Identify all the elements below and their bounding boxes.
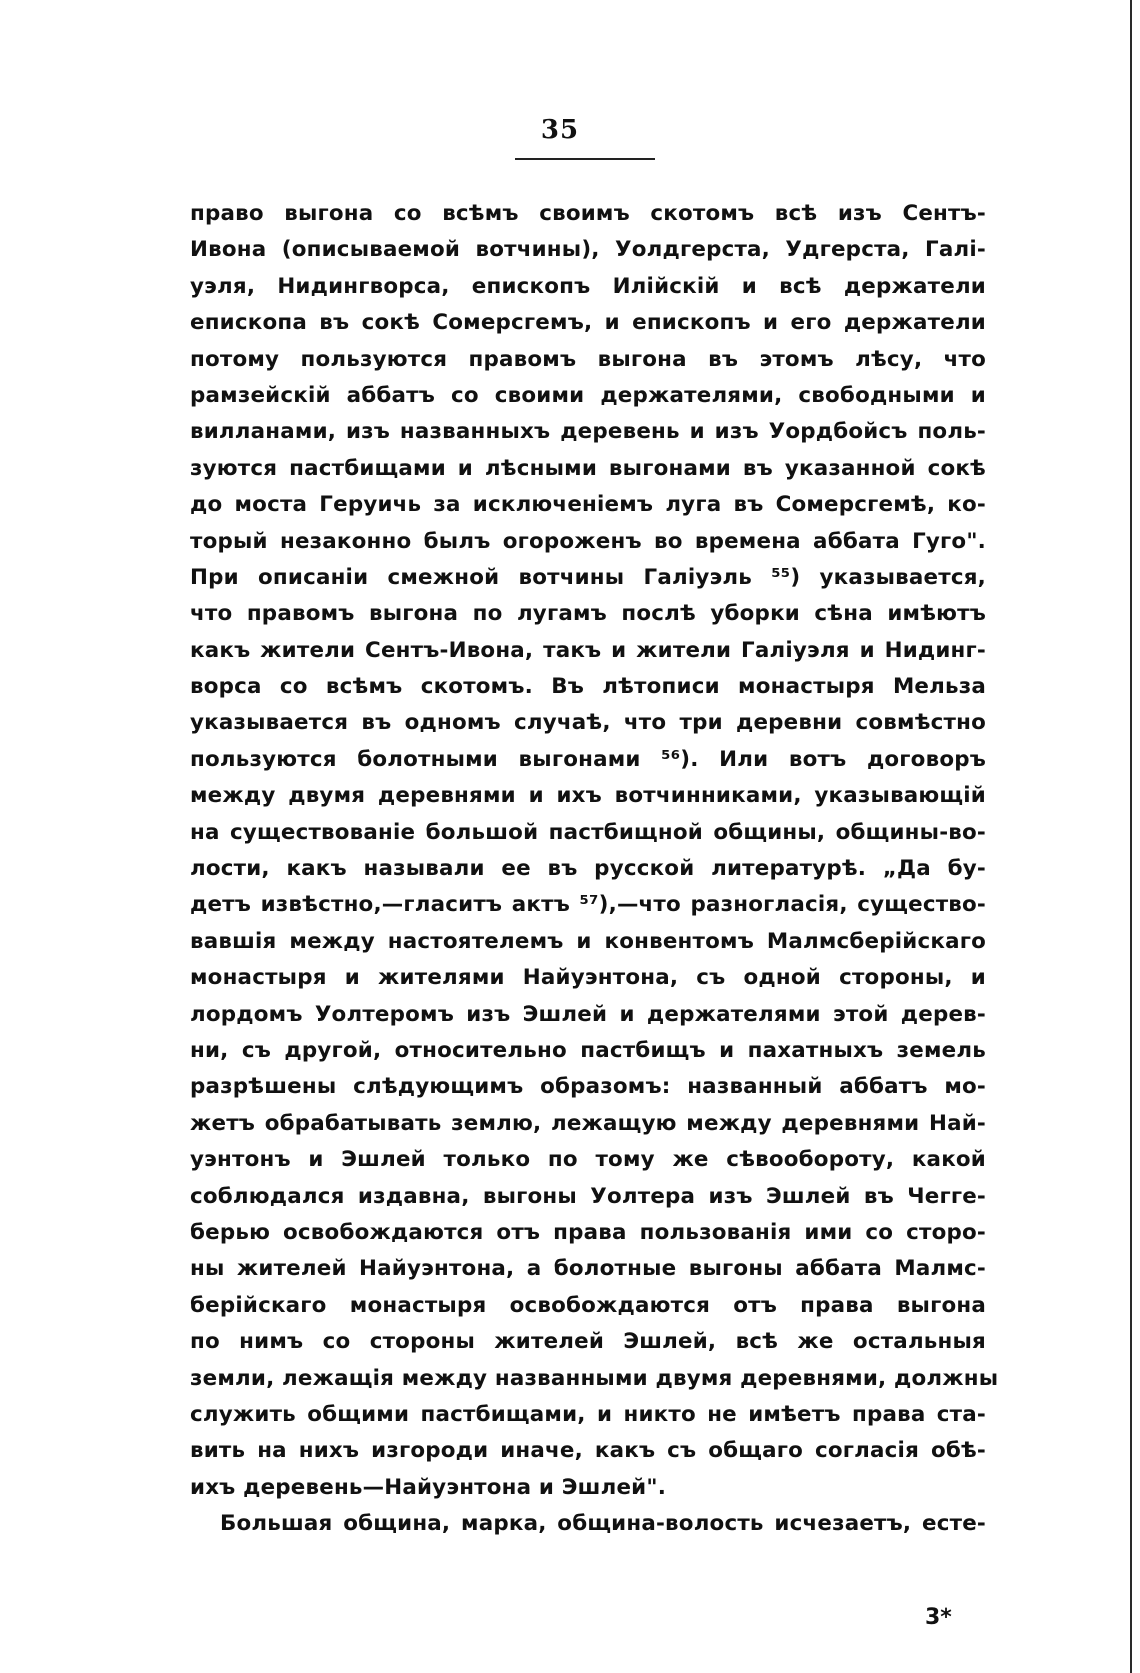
text-line: уэля, Нидингворса, епископъ Илійскій и всѣ держатели: [190, 273, 986, 299]
text-line: Ивона (описываемой вотчины), Уолдгерста, Удгерста, Галі-: [190, 237, 986, 263]
text-line: рамзейскій аббатъ со своими держателями, свободными и: [190, 382, 986, 408]
signature-mark: 3*: [925, 1605, 952, 1630]
text-line: вить на нихъ изгороди иначе, какъ съ общаго согласія обѣ-: [190, 1438, 986, 1464]
text-line: земли, лежащія между названными двумя деревнями, должны: [190, 1365, 999, 1391]
text-line: ворса со всѣмъ скотомъ. Въ лѣтописи монастыря Мельза: [190, 674, 986, 700]
text-line: Большая община, марка, община-волость исчезаетъ, есте-: [220, 1511, 986, 1537]
text-line: что правомъ выгона по лугамъ послѣ уборки сѣна имѣютъ: [190, 601, 986, 627]
text-line: потому пользуются правомъ выгона въ этомъ лѣсу, что: [190, 346, 986, 372]
text-line: до моста Геруичь за исключеніемъ луга въ Сомерсгемѣ, ко-: [190, 492, 986, 518]
text-line: пользуются болотными выгонами ⁵⁶). Или вотъ договоръ: [190, 746, 986, 772]
text-line: разрѣшены слѣдующимъ образомъ: названный аббатъ мо-: [190, 1074, 986, 1100]
text-line: соблюдался издавна, выгоны Уолтера изъ Эшлей въ Чегге-: [190, 1183, 986, 1209]
text-line: детъ извѣстно,—гласитъ актъ ⁵⁷),—что разногласія, существо-: [190, 892, 986, 918]
text-line: При описаніи смежной вотчины Галіуэль ⁵⁵) указывается,: [190, 564, 986, 590]
page-number-rule: [515, 158, 655, 160]
text-line: право выгона со всѣмъ своимъ скотомъ всѣ изъ Сентъ-: [190, 201, 986, 226]
text-line: лости, какъ называли ее въ русской литературѣ. „Да бу-: [190, 856, 986, 882]
page-edge-line: [1130, 0, 1132, 1673]
text-line: монастыря и жителями Найуэнтона, съ одной стороны, и: [190, 965, 986, 991]
text-line: берью освобождаются отъ права пользованія ими со сторо-: [190, 1219, 986, 1245]
page-number: 35: [540, 115, 580, 145]
text-line: торый незаконно былъ огороженъ во времена аббата Гуго".: [190, 528, 986, 554]
text-line: уэнтонъ и Эшлей только по тому же сѣвообороту, какой: [190, 1147, 986, 1173]
text-line: вилланами, изъ названныхъ деревень и изъ Уордбойсъ поль-: [190, 419, 986, 445]
text-line: между двумя деревнями и ихъ вотчинниками, указывающій: [190, 783, 986, 809]
text-line: жетъ обрабатывать землю, лежащую между деревнями Най-: [190, 1110, 986, 1136]
text-line: епископа въ сокѣ Сомерсгемъ, и епископъ и его держатели: [190, 310, 986, 336]
text-line: вавшія между настоятелемъ и конвентомъ Малмсберійскаго: [190, 928, 986, 954]
text-line: указывается въ одномъ случаѣ, что три деревни совмѣстно: [190, 710, 986, 736]
text-line: служить общими пастбищами, и никто не имѣетъ права ста-: [190, 1401, 986, 1427]
text-line: на существованіе большой пастбищной общины, общины-во-: [190, 819, 986, 845]
body-text: [190, 196, 999, 1542]
text-line: по нимъ со стороны жителей Эшлей, всѣ же остальныя: [190, 1329, 986, 1355]
text-line: ни, съ другой, относительно пастбищъ и пахатныхъ земель: [190, 1037, 986, 1063]
text-line: какъ жители Сентъ-Ивона, такъ и жители Галіуэля и Нидинг-: [190, 637, 986, 663]
text-line: зуются пастбищами и лѣсными выгонами въ указанной сокѣ: [190, 455, 986, 481]
text-line: лордомъ Уолтеромъ изъ Эшлей и держателями этой дерев-: [190, 1001, 986, 1027]
text-line: ны жителей Найуэнтона, а болотные выгоны аббата Малмс-: [190, 1256, 986, 1282]
text-line: ихъ деревень—Найуэнтона и Эшлей".: [190, 1474, 667, 1500]
text-line: берійскаго монастыря освобождаются отъ права выгона: [190, 1292, 986, 1318]
